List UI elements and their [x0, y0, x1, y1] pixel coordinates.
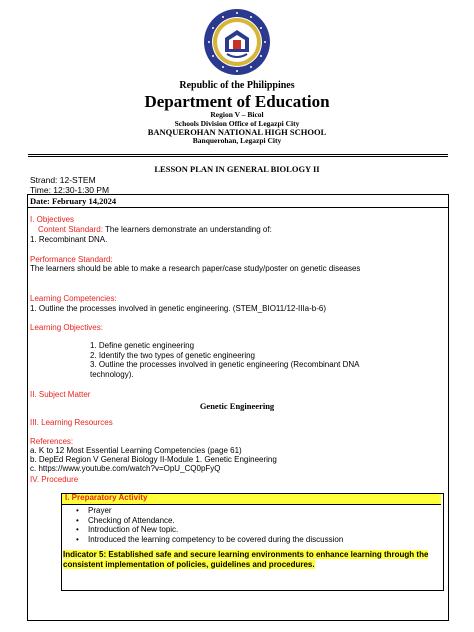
indicator-text: Indicator 5: Established safe and secure learning environments to enhance learning through the consistent implementation of policies, guidelines and procedures.	[63, 550, 429, 569]
list-item: • Checking of Attendance.	[76, 516, 343, 526]
letterhead	[0, 81, 474, 145]
performance-standard-label: Performance Standard:	[30, 255, 113, 264]
department-name: Department of Education	[144, 91, 330, 111]
list-item: 3. Outline the processes involved in genetic engineering (Recombinant DNA	[90, 360, 360, 370]
learning-competencies-label: Learning Competencies:	[30, 294, 117, 303]
competency-item: 1. Outline the processes involved in genetic engineering. (STEM_BIO11/12-IIIa-b-6)	[30, 304, 327, 313]
content-standard-item: 1. Recombinant DNA.	[30, 235, 108, 244]
subject-title: Genetic Engineering	[199, 401, 275, 411]
time-line: Time: 12:30-1:30 PM	[30, 185, 110, 195]
date-row-divider	[27, 207, 448, 208]
list-item: • Prayer	[76, 506, 343, 516]
reference-item: a. K to 12 Most Essential Learning Competencies (page 61)	[30, 446, 242, 455]
lesson-plan-title: LESSON PLAN IN GENERAL BIOLOGY II	[154, 164, 320, 174]
division-line: Schools Division Office of Legazpi City	[174, 119, 300, 129]
preparatory-activity-header	[62, 494, 441, 505]
preparatory-activity-list	[76, 506, 343, 544]
reference-link[interactable]: c. https://www.youtube.com/watch?v=OpU_CQ0pFyQ	[30, 464, 221, 473]
objectives-heading: I. Objectives	[30, 215, 75, 224]
school-name: BANQUEROHAN NATIONAL HIGH SCHOOL	[147, 127, 327, 138]
indicator-note	[63, 550, 433, 569]
strand-line: Strand: 12-STEM	[30, 175, 96, 185]
list-item: 2. Identify the two types of genetic engineering	[90, 350, 255, 360]
list-item: • Introduced the learning competency to be covered during the discussion	[76, 535, 343, 545]
references-label: References:	[30, 437, 74, 446]
republic-line: Republic of the Philippines	[179, 80, 295, 91]
school-address: Banquerohan, Legazpi City	[192, 136, 282, 146]
content-standard-line	[38, 225, 272, 234]
learning-objectives-list	[90, 341, 430, 379]
learning-objectives-label: Learning Objectives:	[30, 323, 103, 332]
list-item: 1. Define genetic engineering	[90, 341, 195, 350]
list-item: • Introduction of New topic.	[76, 525, 343, 535]
performance-standard-text: The learners should be able to make a research paper/case study/poster on genetic diseases	[30, 264, 361, 273]
region-line: Region V – Bicol	[210, 110, 264, 120]
preparatory-activity-title: I. Preparatory Activity	[65, 493, 148, 502]
header-divider-secondary	[28, 156, 448, 157]
deped-seal-logo	[203, 8, 271, 76]
learning-resources-heading: III. Learning Resources	[30, 418, 113, 427]
subject-matter-heading: II. Subject Matter	[30, 390, 91, 399]
list-item: technology).	[90, 369, 134, 379]
lesson-date: Date: February 14,2024	[30, 196, 117, 206]
procedure-heading: IV. Procedure	[30, 475, 79, 484]
content-standard-label: Content Standard:	[38, 225, 103, 234]
reference-item: b. DepEd Region V General Biology II-Module 1. Genetic Engineering	[30, 455, 277, 464]
content-standard-text: The learners demonstrate an understanding of:	[102, 225, 272, 234]
header-divider	[28, 154, 448, 155]
